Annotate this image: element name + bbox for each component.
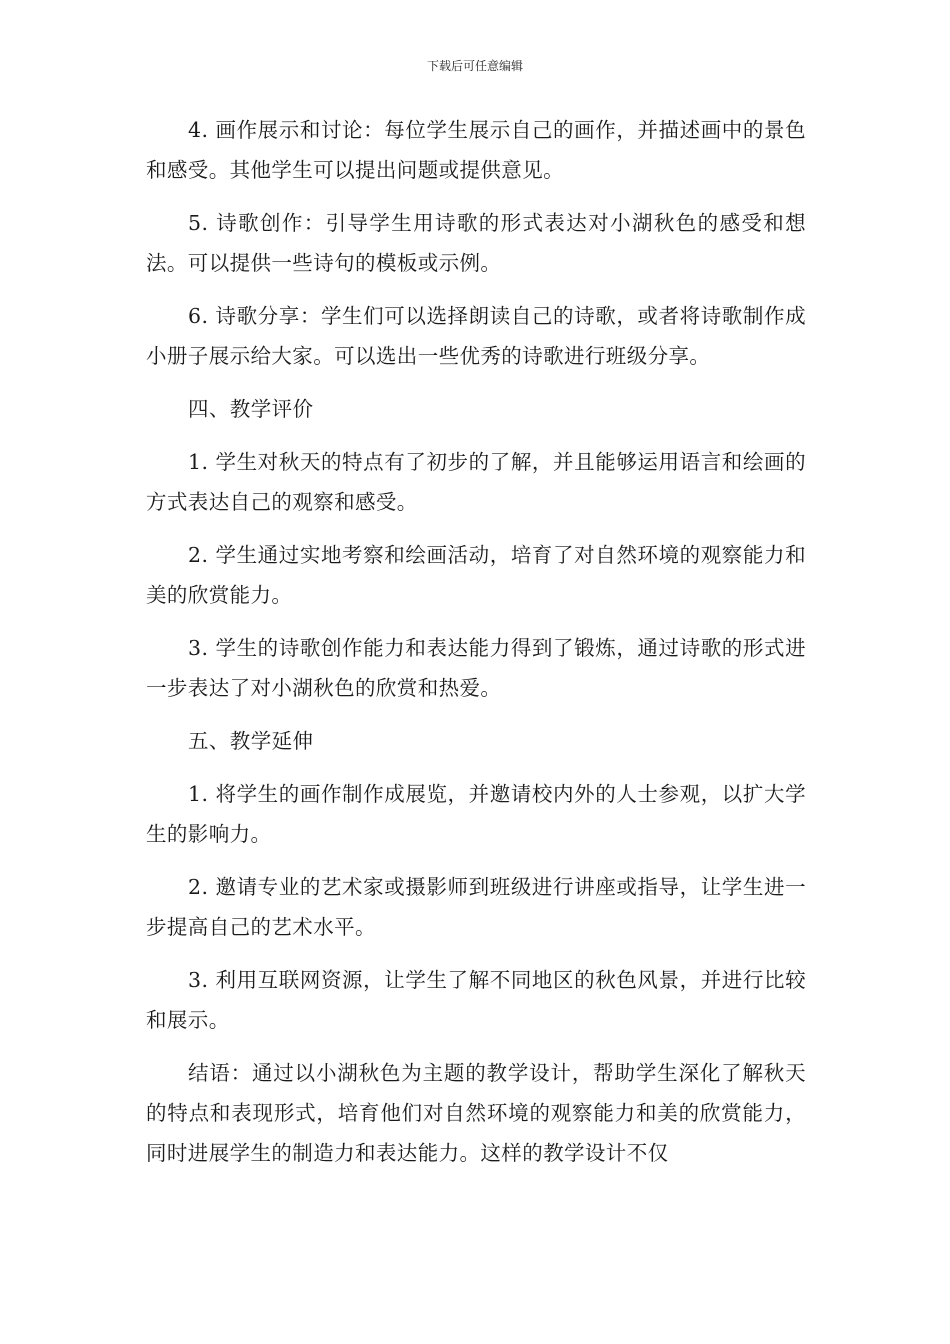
document-body (146, 110, 806, 1186)
section-heading-teaching-evaluation: 四、教学评价 (188, 397, 314, 421)
paragraph-item-5-poetry-creation: 5. 诗歌创作：引导学生用诗歌的形式表达对小湖秋色的感受和想法。可以提供一些诗句的模板或示例。 (146, 211, 806, 275)
paragraph-conclusion: 结语：通过以小湖秋色为主题的教学设计，帮助学生深化了解秋天的特点和表现形式，培育他们对自然环境的观察能力和美的欣赏能力，同时进展学生的制造力和表达能力。这样的教学设计不仅 (146, 1061, 806, 1165)
paragraph-evaluation-3: 3. 学生的诗歌创作能力和表达能力得到了锻炼，通过诗歌的形式进一步表达了对小湖秋色的欣赏和热爱。 (146, 636, 806, 700)
section-heading-teaching-extension: 五、教学延伸 (188, 729, 314, 753)
paragraph-extension-2: 2. 邀请专业的艺术家或摄影师到班级进行讲座或指导，让学生进一步提高自己的艺术水平。 (146, 875, 806, 939)
paragraph-evaluation-2: 2. 学生通过实地考察和绘画活动，培育了对自然环境的观察能力和美的欣赏能力。 (146, 543, 806, 607)
page-header: 下载后可任意编辑 (426, 59, 523, 73)
paragraph-item-4-artwork-display: 4. 画作展示和讨论：每位学生展示自己的画作，并描述画中的景色和感受。其他学生可以提出问题或提供意见。 (146, 118, 806, 182)
paragraph-evaluation-1: 1. 学生对秋天的特点有了初步的了解，并且能够运用语言和绘画的方式表达自己的观察和感受。 (146, 450, 806, 514)
paragraph-extension-3: 3. 利用互联网资源，让学生了解不同地区的秋色风景，并进行比较和展示。 (146, 968, 806, 1032)
paragraph-item-6-poetry-sharing: 6. 诗歌分享：学生们可以选择朗读自己的诗歌，或者将诗歌制作成小册子展示给大家。可以选出一些优秀的诗歌进行班级分享。 (146, 304, 806, 368)
paragraph-extension-1: 1. 将学生的画作制作成展览，并邀请校内外的人士参观，以扩大学生的影响力。 (146, 782, 806, 846)
